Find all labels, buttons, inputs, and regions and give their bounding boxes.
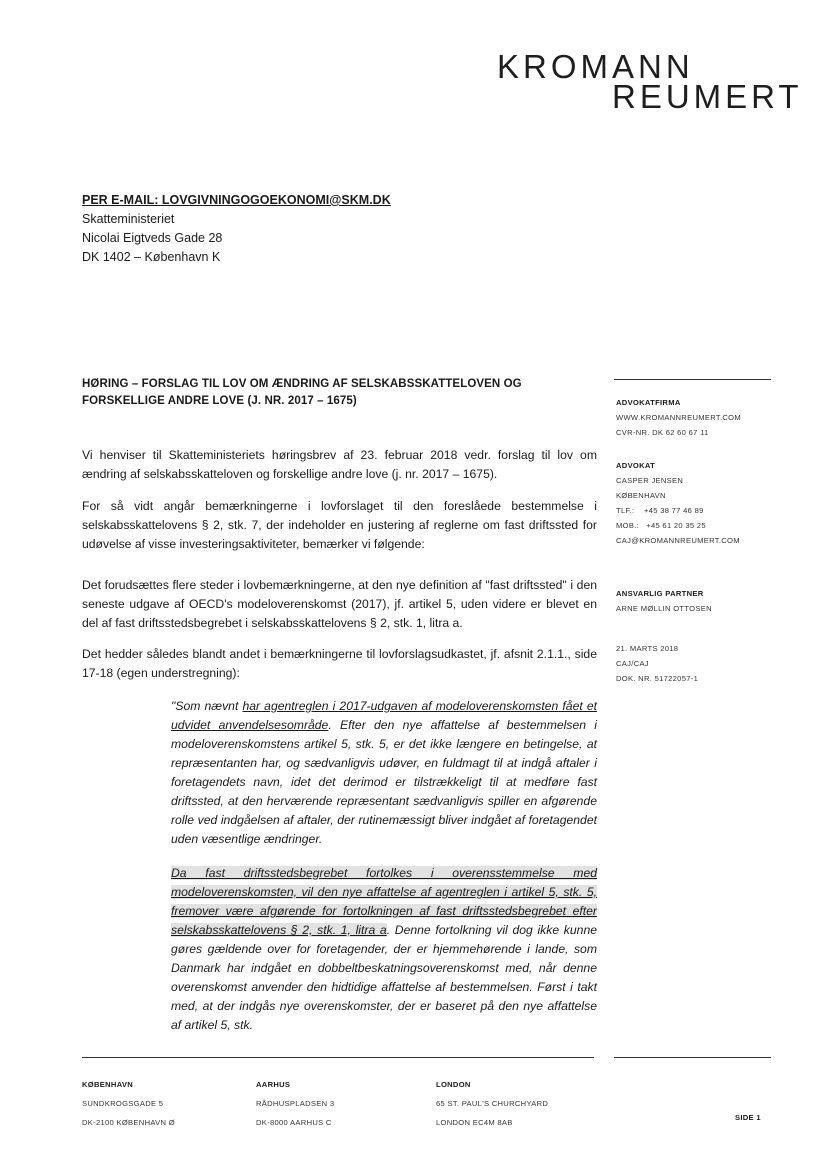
- logo-line-2: REUMERT: [612, 78, 803, 115]
- recipient-street: Nicolai Eigtveds Gade 28: [82, 231, 223, 245]
- sidebar-lawyer-email[interactable]: CAJ@KROMANNREUMERT.COM: [616, 536, 740, 545]
- sidebar-lawyer-block: [616, 458, 776, 548]
- footer-divider-left: [82, 1057, 594, 1058]
- footer-divider-right: [614, 1057, 771, 1058]
- footer-office-street: RÅDHUSPLADSEN 3: [256, 1099, 335, 1108]
- body-paragraph-1: Vi henviser til Skatteministeriets høringsbrev af 23. februar 2018 vedr. forslag til lov om ændring af selskabsskatteloven og forskellige andre love (j. nr. 2017 – 1675).: [82, 448, 597, 481]
- body-paragraph-4: Det hedder således blandt andet i bemærkningerne til lovforslagsudkastet, jf. afsnit 2.1.1., side 17-18 (egen understregning):: [82, 647, 597, 680]
- sidebar-lawyer-heading: ADVOKAT: [616, 461, 656, 470]
- footer-office-city: AARHUS: [256, 1080, 291, 1089]
- quote-1-underlined: har agentreglen i 2017-udgaven af modeloverenskomsten fået et udvidet anvendelsesområde: [171, 699, 598, 732]
- recipient-email-line[interactable]: PER E-MAIL: LOVGIVNINGOGOEKONOMI@SKM.DK: [82, 193, 391, 207]
- sidebar-partner-heading: ANSVARLIG PARTNER: [616, 589, 704, 598]
- footer-office-london: [436, 1075, 548, 1132]
- quote-2-rest: . Denne fortolkning vil dog ikke kunne gøres gældende over for foretagender, der er hjemmehørende i lande, som Danmark har indgået en dobbeltbeskatningsoverenskomst med, når denne overenskomst anvender den hidtidige affattelse af bestemmelsen. Først i takt med, at der indgås nye overenskomster, der er baseret på den nye affattelse af artikel 5, stk.: [171, 923, 597, 1032]
- sidebar-tlf: TLF.: +45 38 77 46 89: [616, 506, 704, 515]
- footer-office-postal: LONDON EC4M 8AB: [436, 1118, 513, 1127]
- sidebar-website[interactable]: WWW.KROMANNREUMERT.COM: [616, 413, 741, 422]
- sidebar-firm-heading: ADVOKATFIRMA: [616, 398, 681, 407]
- sidebar-partner-name: ARNE MØLLIN OTTOSEN: [616, 604, 712, 613]
- logo-line-1: KROMANN: [497, 48, 694, 85]
- body-paragraph-2: For så vidt angår bemærkningerne i lovforslaget til den foreslåede bestemmelse i selskabsskattelovens § 2, stk. 7, der indeholder en justering af reglerne om fast driftssted for udøvelse af visse investeringsaktiviteter, bemærker vi følgende:: [82, 499, 597, 551]
- sidebar-mob: MOB.: +45 61 20 35 25: [616, 521, 706, 530]
- quote-2-underlined: Da fast driftsstedsbegrebet fortolkes i overensstemmelse med modeloverenskomsten, vil den nye affattelse af agentreglen i artikel 5, stk. 5, fremover være afgørende for fortolkningen af fast driftsstedsbegrebet efter selskabsskattelovens § 2, stk. 1, litra a: [171, 866, 597, 937]
- sidebar-lawyer-city: KØBENHAVN: [616, 491, 666, 500]
- sidebar-firm-block: [616, 395, 776, 440]
- quote-1-rest: . Efter den nye affattelse af bestemmelsen i modeloverenskomstens artikel 5, stk. 5, er det ikke længere en betingelse, at repræsentanten har, og sædvanligvis udøver, en fuldmagt til at indgå aftaler i foretagendets navn, idet det derimod er tilstrækkeligt til at medføre fast driftssted, at den herværende repræsentant sædvanligvis spiller en afgørende rolle ved indgåelsen af aftaler, der rutinemæssigt bliver indgået af foretagendet uden væsentlige ændringer.: [171, 718, 597, 846]
- sidebar-doc-nr: DOK. NR. 51722057-1: [616, 674, 699, 683]
- sidebar-cvr: CVR-NR. DK 62 60 67 11: [616, 428, 709, 437]
- quote-1-opening: "Som nævnt: [171, 699, 243, 713]
- sidebar-initials: CAJ/CAJ: [616, 659, 649, 668]
- footer-office-copenhagen: [82, 1075, 175, 1132]
- page-number: SIDE 1: [735, 1113, 761, 1122]
- sidebar-partner-block: [616, 586, 776, 616]
- footer-office-city: LONDON: [436, 1080, 471, 1089]
- footer-office-postal: DK-2100 KØBENHAVN Ø: [82, 1118, 175, 1127]
- recipient-city: DK 1402 – København K: [82, 250, 221, 264]
- quote-paragraph-2: [171, 864, 597, 1035]
- sidebar-lawyer-name: CASPER JENSEN: [616, 476, 684, 485]
- footer-office-city: KØBENHAVN: [82, 1080, 134, 1089]
- sidebar-reference-block: [616, 641, 776, 686]
- footer-office-aarhus: [256, 1075, 334, 1132]
- recipient-address: [82, 191, 391, 267]
- quote-paragraph-1: [171, 697, 597, 849]
- footer-office-street: SUNDKROGSGADE 5: [82, 1099, 164, 1108]
- letter-subject: HØRING – FORSLAG TIL LOV OM ÆNDRING AF SELSKABSSKATTELOVEN OG FORSKELLIGE ANDRE LOVE (J. NR. 2017 – 1675): [82, 378, 522, 407]
- sidebar-date: 21. MARTS 2018: [616, 644, 679, 653]
- footer-office-postal: DK-8000 AARHUS C: [256, 1118, 332, 1127]
- body-paragraph-3: Det forudsættes flere steder i lovbemærkningerne, at den nye definition af "fast driftssted" i den seneste udgave af OECD's modeloverenskomst (2017), jf. artikel 5, uden videre er blevet en del af fast driftsstedsbegrebet i selskabsskattelovens § 2, stk. 1, litra a.: [82, 578, 597, 630]
- recipient-name: Skatteministeriet: [82, 212, 175, 226]
- footer-office-street: 65 ST. PAUL'S CHURCHYARD: [436, 1099, 549, 1108]
- sidebar-divider: [614, 379, 771, 380]
